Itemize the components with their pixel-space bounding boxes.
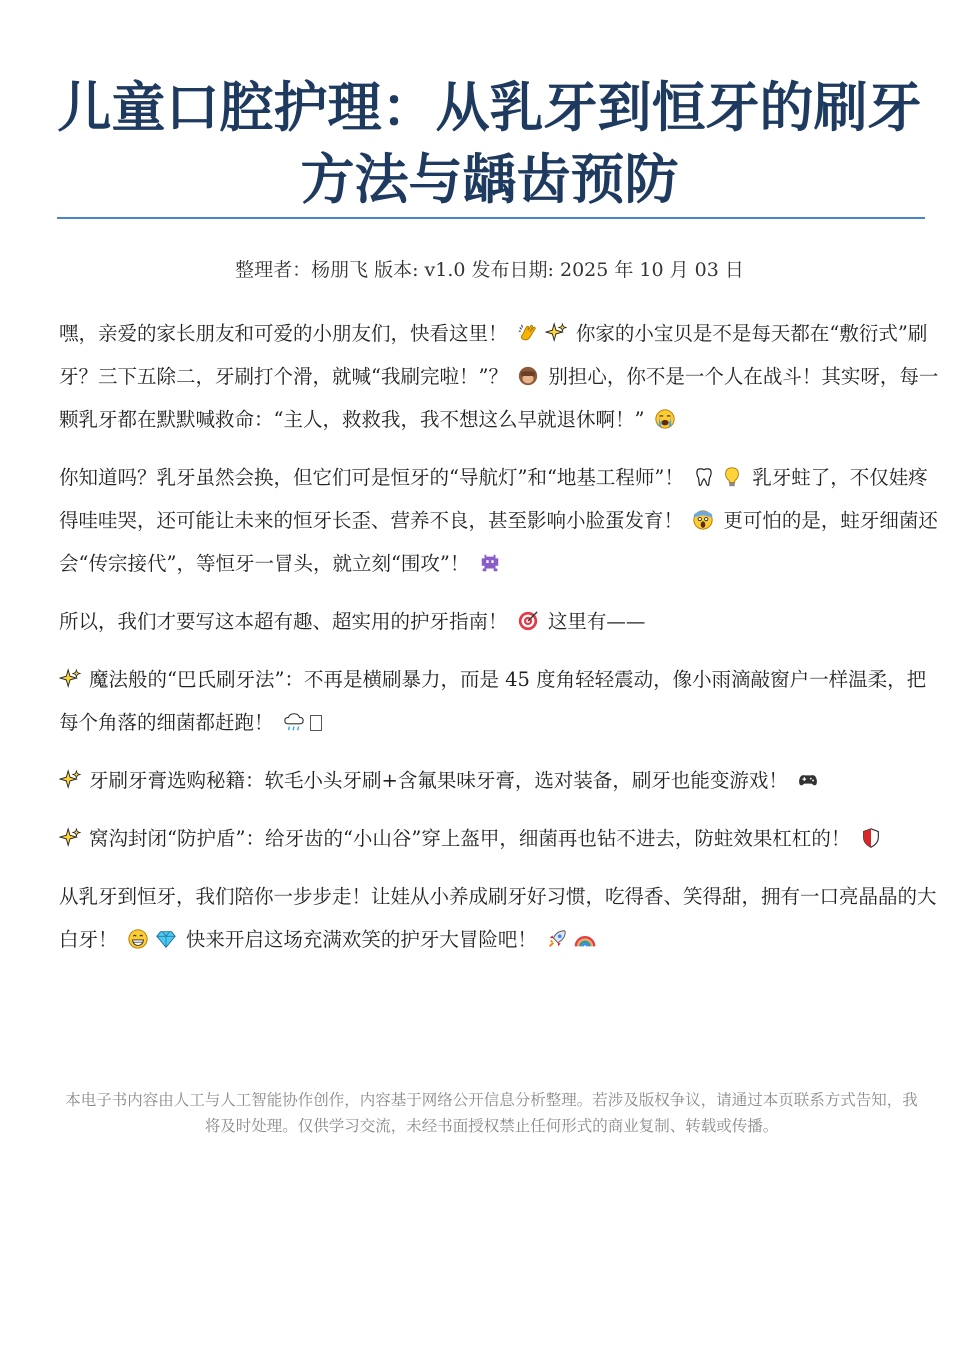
intro-text-3: 别担心，你不是一个人在战斗！其实呀，每一颗乳牙都在默默喊救命：“主人，救救我，我不想这么早就退休啊！” [59,365,939,431]
crying-face-icon [654,408,676,430]
bass-method-text: 魔法般的“巴氏刷牙法”：不再是横刷暴力，而是 45 度角轻轻震动，像小雨滴敲窗户一样温柔，把每个角落的细菌都赶跑！ [59,668,927,734]
page-title: 儿童口腔护理：从乳牙到恒牙的刷牙方法与龋齿预防 [57,76,922,211]
why-text-1: 你知道吗？乳牙虽然会换，但它们可是恒牙的“导航灯”和“地基工程师”！ [59,466,684,489]
toothbrush-text: 牙刷牙膏选购秘籍：软毛小头牙刷+含氟果味牙膏，选对装备，刷牙也能变游戏！ [89,769,788,792]
sealant-text: 窝沟封闭“防护盾”：给牙齿的“小山谷”穿上盔甲，细菌再也钻不进去，防蛀效果杠杠的！ [89,827,851,850]
paragraph-sealant [59,817,944,860]
paragraph-closing [59,875,944,961]
cloud-rain-icon [283,711,305,733]
grinning-face-icon [127,928,149,950]
paragraph-toothbrush [59,759,944,802]
paragraph-so [59,600,944,643]
paragraph-bass-method [59,658,944,744]
rainbow-icon [574,928,596,950]
sparkles-icon [59,769,81,791]
intro-text-2: 你家的小宝贝是不是每天都在“敷衍式”刷牙？三下五除二，牙刷打个滑，就喊“我刷完啦！”？ [59,322,928,388]
clap-icon [517,322,539,344]
see-no-evil-monkey-icon [517,365,539,387]
document-meta: 整理者：杨朋飞 版本: v1.0 发布日期: 2025 年 10 月 03 日 [235,259,744,281]
tooth-icon [693,466,715,488]
sparkles-icon [59,668,81,690]
missing-glyph-box [310,715,322,731]
why-text-2: 乳牙蛀了，不仅娃疼得哇哇哭，还可能让未来的恒牙长歪、营养不良，甚至影响小脸蛋发育！ [59,466,928,532]
rocket-icon [546,928,568,950]
paragraph-why [59,456,944,585]
gem-icon [155,928,177,950]
closing-text-2: 快来开启这场充满欢笑的护牙大冒险吧！ [185,928,537,951]
sparkles-icon [545,322,567,344]
document-body [59,312,944,976]
paragraph-intro [59,312,944,441]
target-icon [517,610,539,632]
intro-text-1: 嘿，亲爱的家长朋友和可爱的小朋友们，快看这里！ [59,322,508,345]
shield-icon [860,827,882,849]
closing-text-1: 从乳牙到恒牙，我们陪你一步步走！让娃从小养成刷牙好习惯，吃得香、笑得甜，拥有一口亮晶晶的大白牙！ [59,885,937,951]
so-text-2: 这里有—— [547,610,646,633]
screaming-face-icon [692,509,714,531]
why-text-3: 更可怕的是，蛀牙细菌还会“传宗接代”，等恒牙一冒头，就立刻“围攻”！ [59,509,938,575]
sparkles-icon [59,827,81,849]
so-text-1: 所以，我们才要写这本超有趣、超实用的护牙指南！ [59,610,508,633]
copyright-notice: 本电子书内容由人工与人工智能协作创作，内容基于网络公开信息分析整理。若涉及版权争议，请通过本页联系方式告知，我将及时处理。仅供学习交流，未经书面授权禁止任何形式的商业复制、转载或传播。 [65,1091,918,1135]
light-bulb-icon [721,466,743,488]
alien-monster-icon [479,552,501,574]
title-divider [57,217,925,219]
video-game-icon [797,769,819,791]
